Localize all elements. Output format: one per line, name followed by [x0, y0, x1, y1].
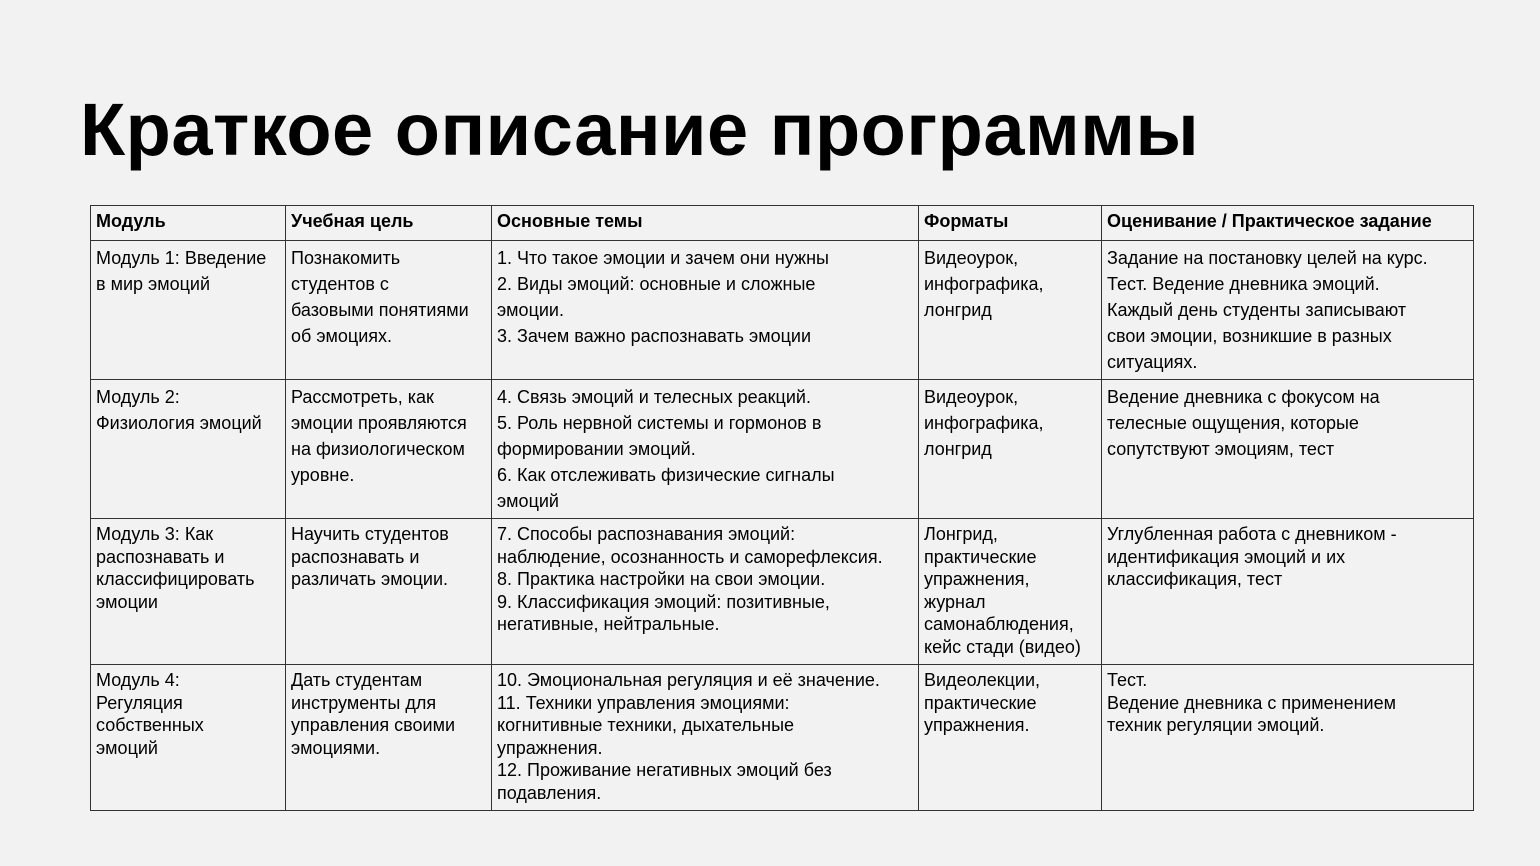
cell-topics [492, 241, 919, 380]
cell-assessment [1102, 241, 1474, 380]
cell-line: 11. Техники управления эмоциями: [497, 692, 790, 713]
cell-module [91, 241, 286, 380]
header-formats: Форматы [919, 206, 1102, 241]
header-goal: Учебная цель [286, 206, 492, 241]
cell-line: эмоции проявляются [291, 413, 467, 433]
cell-line: Познакомить [291, 248, 401, 268]
cell-line: упражнения. [497, 737, 603, 758]
cell-line: лонгрид [924, 300, 992, 320]
cell-line: Лонгрид, [924, 524, 998, 544]
cell-formats [919, 665, 1102, 811]
cell-line: инфографика, [924, 413, 1044, 433]
cell-line: Каждый день студенты записывают [1107, 300, 1407, 320]
cell-line: упражнения, [924, 569, 1030, 590]
cell-topics [492, 665, 919, 811]
header-topics: Основные темы [492, 206, 919, 241]
cell-line: 2. Виды эмоций: основные и сложные [497, 274, 816, 294]
cell-line: наблюдение, осознанность и саморефлексия. [497, 546, 883, 567]
cell-line: Углубленная работа с дневником - [1107, 524, 1397, 544]
cell-formats [919, 241, 1102, 380]
cell-line: когнитивные техники, дыхательные [497, 715, 795, 736]
cell-line: эмоций [96, 737, 158, 758]
cell-line: эмоции [96, 591, 158, 612]
cell-line: свои эмоции, возникшие в разных [1107, 326, 1392, 346]
cell-line: управления своими [291, 715, 456, 736]
cell-line: на физиологическом [291, 439, 465, 459]
cell-line: идентификация эмоций и их [1107, 546, 1346, 567]
cell-line: Ведение дневника с фокусом на [1107, 387, 1380, 407]
cell-goal [286, 519, 492, 665]
cell-topics [492, 519, 919, 665]
cell-line: Видеоурок, [924, 248, 1019, 268]
cell-line: Модуль 4: [96, 670, 180, 690]
page-title: Краткое описание программы [80, 88, 1200, 171]
cell-goal [286, 665, 492, 811]
cell-line: Тест. [1107, 670, 1148, 690]
cell-line: эмоций [497, 491, 559, 511]
program-table [90, 205, 1474, 811]
cell-line: ситуациях. [1107, 352, 1198, 372]
table-row [91, 665, 1474, 811]
cell-formats [919, 380, 1102, 519]
cell-formats [919, 519, 1102, 665]
cell-assessment [1102, 380, 1474, 519]
cell-goal [286, 241, 492, 380]
cell-module [91, 519, 286, 665]
cell-line: Ведение дневника с применением [1107, 692, 1396, 713]
cell-module [91, 380, 286, 519]
cell-line: формировании эмоций. [497, 439, 696, 459]
cell-line: студентов с [291, 274, 389, 294]
cell-line: 10. Эмоциональная регуляция и её значение. [497, 670, 880, 690]
cell-line: в мир эмоций [96, 274, 210, 294]
cell-goal [286, 380, 492, 519]
cell-line: журнал [924, 591, 986, 612]
cell-line: уровне. [291, 465, 355, 485]
cell-line: техник регуляции эмоций. [1107, 715, 1325, 736]
cell-line: практические [924, 546, 1037, 567]
cell-line: 5. Роль нервной системы и гормонов в [497, 413, 822, 433]
cell-line: Тест. Ведение дневника эмоций. [1107, 274, 1380, 294]
cell-line: Задание на постановку целей на курс. [1107, 248, 1428, 268]
cell-assessment [1102, 519, 1474, 665]
cell-line: инфографика, [924, 274, 1044, 294]
cell-line: Модуль 3: Как [96, 524, 214, 544]
cell-module [91, 665, 286, 811]
cell-line: 1. Что такое эмоции и зачем они нужны [497, 248, 829, 268]
cell-line: инструменты для [291, 692, 437, 713]
cell-line: об эмоциях. [291, 326, 393, 346]
cell-line: эмоциями. [291, 737, 381, 758]
cell-line: Дать студентам [291, 670, 423, 690]
table-header-row [91, 206, 1474, 241]
cell-line: классификация, тест [1107, 569, 1283, 590]
cell-line: упражнения. [924, 715, 1030, 736]
cell-line: 8. Практика настройки на свои эмоции. [497, 569, 826, 590]
cell-line: 4. Связь эмоций и телесных реакций. [497, 387, 811, 407]
cell-line: кейс стади (видео) [924, 636, 1081, 657]
cell-line: негативные, нейтральные. [497, 614, 720, 635]
cell-line: лонгрид [924, 439, 992, 459]
cell-line: эмоции. [497, 300, 564, 320]
cell-assessment [1102, 665, 1474, 811]
cell-line: Физиология эмоций [96, 413, 262, 433]
cell-line: телесные ощущения, которые [1107, 413, 1359, 433]
cell-line: Модуль 1: Введение [96, 248, 267, 268]
table-row [91, 241, 1474, 380]
cell-line: самонаблюдения, [924, 614, 1074, 635]
cell-line: Научить студентов [291, 524, 449, 544]
cell-line: классифицировать [96, 569, 255, 590]
cell-line: 9. Классификация эмоций: позитивные, [497, 591, 830, 612]
cell-line: распознавать и [96, 546, 225, 567]
cell-line: сопутствуют эмоциям, тест [1107, 439, 1335, 459]
cell-line: базовыми понятиями [291, 300, 469, 320]
cell-line: Модуль 2: [96, 387, 180, 407]
cell-line: распознавать и [291, 546, 420, 567]
header-assessment: Оценивание / Практическое задание [1102, 206, 1474, 241]
cell-line: практические [924, 692, 1037, 713]
cell-line: Видеоурок, [924, 387, 1019, 407]
cell-line: Видеолекции, [924, 670, 1040, 690]
table-row [91, 519, 1474, 665]
header-module: Модуль [91, 206, 286, 241]
cell-line: 3. Зачем важно распознавать эмоции [497, 326, 811, 346]
cell-line: 12. Проживание негативных эмоций без [497, 760, 832, 781]
cell-line: Рассмотреть, как [291, 387, 434, 407]
cell-topics [492, 380, 919, 519]
table-row [91, 380, 1474, 519]
cell-line: Регуляция [96, 692, 183, 713]
cell-line: подавления. [497, 782, 602, 803]
cell-line: собственных [96, 715, 204, 736]
cell-line: 7. Способы распознавания эмоций: [497, 524, 796, 544]
cell-line: различать эмоции. [291, 569, 449, 590]
cell-line: 6. Как отслеживать физические сигналы [497, 465, 835, 485]
